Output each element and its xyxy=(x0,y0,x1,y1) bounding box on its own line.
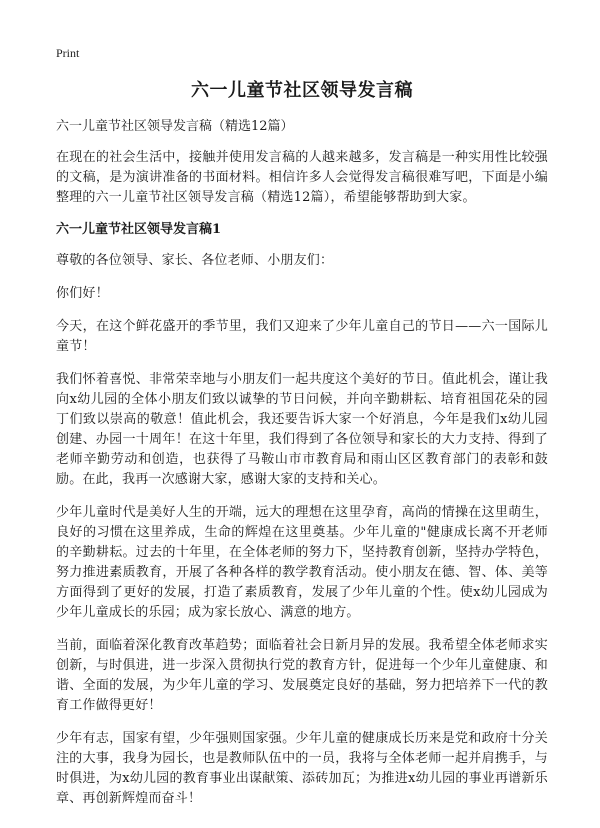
paragraph-reform: 当前，面临着深化教育改革趋势；面临着社会日新月异的发展。我希望全体老师求实创新，与时俱进，进一步深入贯彻执行党的教育方针，促进每一个少年儿童健康、和谐、全面的发展，为少年儿童的学习、发展奠定良好的基础，努力把培养下一代的教育工作做得更好！ xyxy=(56,638,548,713)
paragraph-closing: 少年有志，国家有望，少年强则国家强。少年儿童的健康成长历来是党和政府十分关注的大事，我身为园长，也是教师队伍中的一员，我将与全体老师一起并肩携手，与时俱进，为x幼儿园的教育事业出谋献策、添砖加瓦；为推进x幼儿园的事业再谱新乐章、再创新辉煌而奋斗！ xyxy=(56,731,548,806)
paragraph-greeting: 你们好！ xyxy=(56,286,109,301)
paragraph-salutation: 尊敬的各位领导、家长、各位老师、小朋友们： xyxy=(56,253,334,268)
paragraph-childhood: 少年儿童时代是美好人生的开端，远大的理想在这里孕育，高尚的情操在这里萌生，良好的习惯在这里养成，生命的辉煌在这里奠基。少年儿童的"健康成长离不开老师的辛勤耕耘。过去的十年里，在全体老师的努力下，坚持教育创新，坚持办学特色，努力推进素质教育，开展了各种各样的教学教育活动。使小朋友在德、智、体、美等方面得到了更好的发展，打造了素质教育，发展了少年儿童的个性。使x幼儿园成为少年儿童成长的乐园；成为家长放心、满意的地方。 xyxy=(56,505,548,620)
document-body xyxy=(56,78,548,822)
document-subtitle: 六一儿童节社区领导发言稿（精选12篇） xyxy=(56,119,294,134)
intro-paragraph: 在现在的社会生活中，接触并使用发言稿的人越来越多，发言稿是一种实用性比较强的文稿，是为演讲准备的书面材料。相信许多人会觉得发言稿很难写吧，下面是小编整理的六一儿童节社区领导发言稿（精选12篇），希望能够帮助到大家。 xyxy=(56,150,548,205)
page-title: 六一儿童节社区领导发言稿 xyxy=(191,80,413,101)
paragraph-anniversary: 我们怀着喜悦、非常荣幸地与小朋友们一起共度这个美好的节日。值此机会，谨让我向x幼儿园的全体小朋友们致以诚挚的节日问候，并向辛勤耕耘、培育祖国花朵的园丁们致以崇高的敬意！值此机会，我还要告诉大家一个好消息，今年是我们x幼儿园创建、办园一十周年！在这十年里，我们得到了各位领导和家长的大力支持、得到了老师辛勤劳动和创造，也获得了马鞍山市市教育局和雨山区区教育部门的表彰和鼓励。在此，我再一次感谢大家，感谢大家的支持和关心。 xyxy=(56,372,548,487)
print-link[interactable]: Print xyxy=(56,46,80,60)
section-heading: 六一儿童节社区领导发言稿1 xyxy=(56,222,222,237)
paragraph-opening: 今天，在这个鲜花盛开的季节里，我们又迎来了少年儿童自己的节日——六一国际儿童节！ xyxy=(56,319,548,354)
